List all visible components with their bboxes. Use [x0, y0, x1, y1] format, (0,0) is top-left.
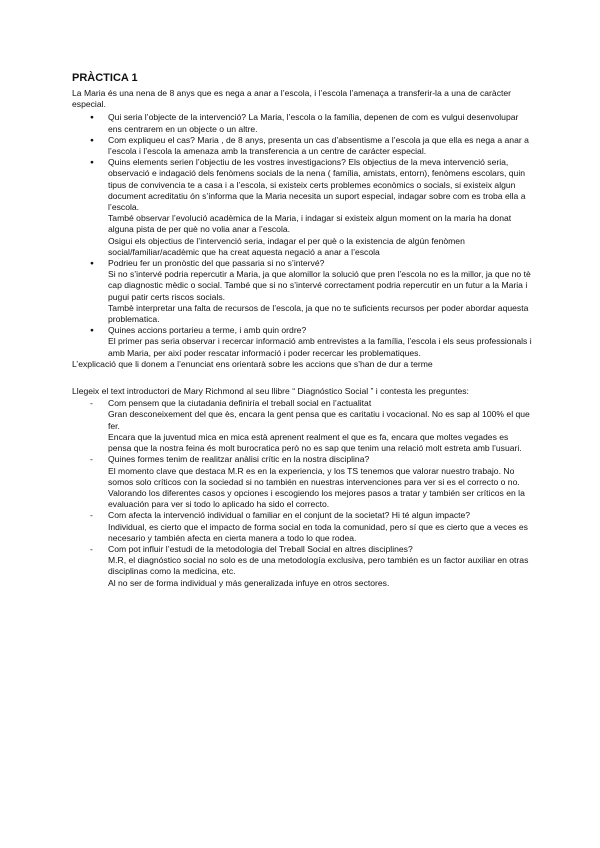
question-text: Qui seria l’objecte de la intervenció? [108, 112, 247, 123]
answer-text: Encara que la juventud mica en mica està aprenent realment el que es fa, encara que moltes vegades es pensa que la nostra feina és molt burocratica però no es sap que tenim una relació molt estreta amb l’usuari. [108, 431, 522, 454]
answer-text: M.R, el diagnóstico social no solo es de una metodología exclusiva, pero también es un factor auxiliar en otras disciplinas como la medicina, etc. [108, 555, 529, 577]
list-item [72, 135, 532, 157]
answer-text: Si no s’intervé podria repercutir a Maria, ja que alomillor la solució que pren l’escola no es la millor, ja que no tè cap diagnostic mèdic o social. També que si no s’intervé correctament podria repercutir en un futur a la Maria i pugui patir certs riscos socials. [108, 269, 531, 302]
closing-paragraph: L’explicació que li donem a l’enunciat ens orientarà sobre les accions que s’han de dur a terme [72, 358, 433, 369]
answer-text: Els objectius de la meva intervenció seria, observació e indagació dels fenòmens socials de la nena ( família, amistats, entorn), fenòmens escolars, quin tipus de convivencia te a casa i a l’escola, si existeix certs problemes econòmics o socials, si existeix algun document acreditatiu ón s’informa que la Maria necesita un suport especial, indagar sobre com es troba ella a l’escola. [108, 157, 526, 213]
answer-text: El momento clave que destaca M.R es en la experiencia, y los TS tenemos que valorar nuestro trabajo. No somos solo críticos con la sociedad si no también en nuestras intervenciones para ver si es el correcto o no. [108, 465, 520, 487]
case-questions-list [72, 112, 532, 358]
list-item [72, 510, 532, 544]
list-item [72, 112, 532, 134]
answer-text: Al no ser de forma individual y más generalizada infuye en otros sectores. [108, 577, 390, 588]
document-content [72, 71, 532, 589]
list-item [72, 544, 532, 589]
question-text: - Com pensem que la ciutadania definiría el treball social en l’actualitat [108, 398, 372, 409]
answer-text: Osigui els objectius de l’intervenció seria, indagar el per què o la existencia de algún fenòmen social/familiar/acadèmic que ha creat aquesta negació a anar a l’escola [108, 235, 465, 257]
intro-paragraph: La Maria és una nena de 8 anys que es nega a anar a l’escola, i l’escola l’amenaça a transferir-la a una de caràcter especial. [72, 88, 512, 110]
list-item [72, 398, 532, 454]
reading-questions-list [72, 398, 532, 588]
question-text: ● Podrieu fer un pronòstic del que passaria si no s’intervé? [108, 258, 325, 269]
answer-text: El primer pas seria observar i recercar informació amb entrevistes a la família, l’escola i els seus professionals i amb Maria, per així poder rescatar informació i poder recercar les problematiques. [108, 336, 532, 358]
question-text: Quins elements serien l’objectiu de les vostres investigacions? [108, 157, 346, 168]
answer-text: Maria , de 8 anys, presenta un cas d’absentisme a l’escola ja que ella es nega a anar a l’escola i l’escola la amenaza amb la transferencia a un centre de carácter especial. [108, 134, 529, 157]
list-item [72, 258, 532, 325]
question-text: - Quines formes tenim de realitzar anàlisi crític en la nostra disciplina? [108, 454, 370, 465]
list-item [72, 157, 532, 258]
question-text: Com expliqueu el cas? [108, 134, 195, 145]
answer-text: Gran desconeixement del que ès, encara la gent pensa que es caritatiu i vocacional. No es sap al 100% el que fer. [108, 409, 530, 431]
list-item [72, 325, 532, 359]
question-text: - Com afecta la intervenció individual o familiar en el conjunt de la societat? Hi té algun impacte? [108, 510, 471, 521]
answer-text: Individual, es cierto que el impacto de forma social en toda la comunidad, pero sí que es cierto que a veces es necesario y también afecta en cierta manera a todo lo que rodea. [108, 521, 528, 543]
answer-text: La Maria, l’escola o la família, depenen de com es vulgui desenvolupar ens centrarem en un objecte o un altre. [108, 112, 519, 134]
answer-text: També observar l’evolució acadèmica de la Maria, i indagar si existeix algun moment on la maria ha donat alguna pista de per què no volia anar a l’escola. [108, 213, 512, 235]
reading-intro-paragraph: Llegeix el text introductori de Mary Richmond al seu llibre “ Diagnóstico Social ” i contesta les preguntes: [72, 386, 469, 397]
question-text: ● Quines accions portarieu a terme, i amb quin ordre? [108, 325, 307, 336]
answer-text: Valorando los diferentes casos y opciones i escogiendo los mejores pasos a tratar y también ser críticos en la evaluación para ver si todo lo aplicado ha sido el correcto. [108, 487, 525, 510]
list-item [72, 454, 532, 510]
document-title: PRÀCTICA 1 [72, 72, 138, 84]
question-text: - Com pot influir l’estudi de la metodologia del Treball Social en altres disciplines? [108, 543, 413, 554]
answer-text: Tambè interpretar una falta de recursos de l’escola, ja que no te suficients recursos per poder abordar aquesta problematica. [108, 302, 529, 325]
